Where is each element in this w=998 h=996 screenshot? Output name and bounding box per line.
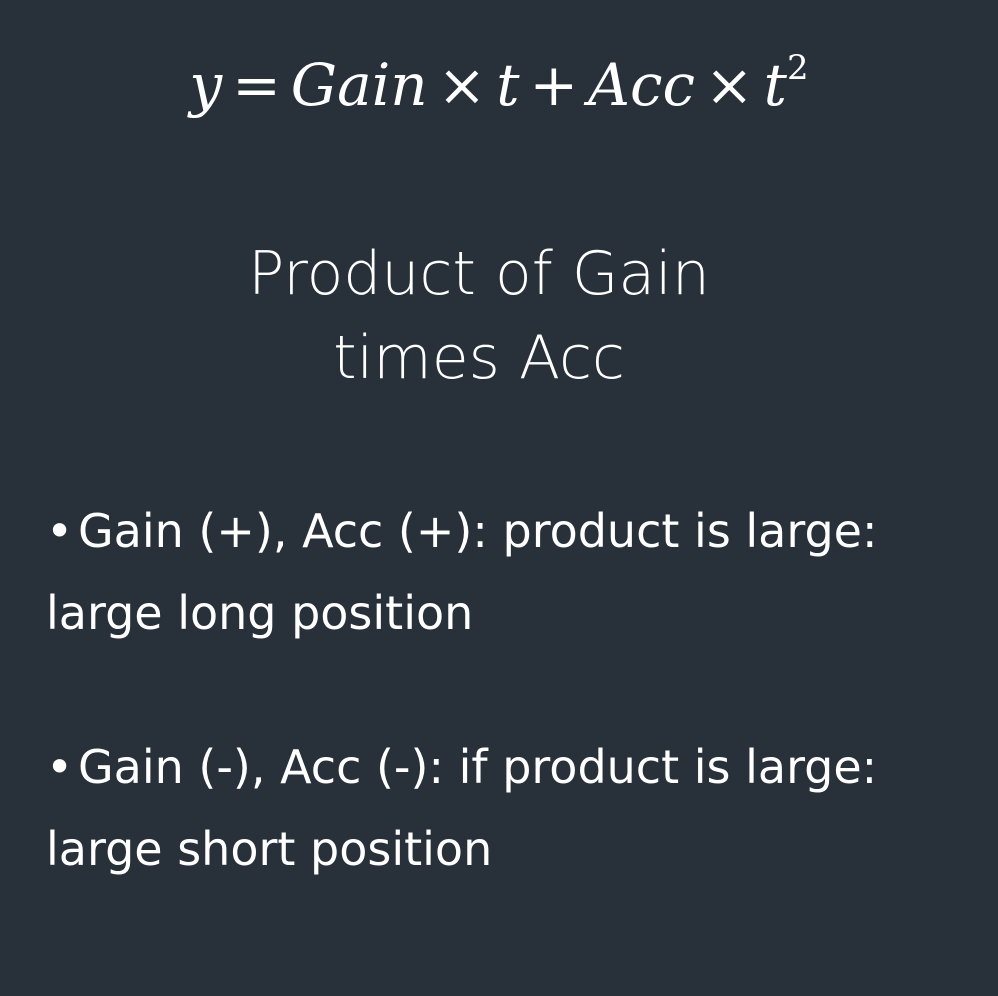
bullet-text: Gain (+), Acc (+): product is large:	[78, 504, 878, 558]
formula-gain: Gain	[290, 51, 428, 119]
bullet-line	[46, 726, 976, 808]
bullet-line	[46, 490, 976, 572]
subtitle-line-1: Product of Gain	[248, 239, 710, 309]
formula-t-1: t	[496, 51, 520, 119]
subtitle-line-2: times Acc	[333, 323, 625, 393]
bullet-continuation: large long position	[46, 586, 474, 640]
formula-plus: +	[529, 51, 579, 119]
formula-equals: =	[232, 51, 281, 119]
bullet-marker: •	[46, 504, 74, 558]
bullet-item	[46, 726, 976, 890]
formula-times-1: ×	[437, 51, 487, 119]
formula-exponent: 2	[786, 48, 809, 88]
bullet-marker: •	[46, 740, 74, 794]
formula-acc: Acc	[588, 51, 696, 119]
subtitle	[0, 232, 958, 400]
formula	[0, 40, 998, 130]
bullet-continuation: large short position	[46, 822, 493, 876]
formula-t-2: t	[763, 51, 787, 119]
bullet-item	[46, 490, 976, 654]
bullet-list	[46, 490, 976, 890]
formula-times-2: ×	[705, 51, 754, 119]
formula-y: y	[189, 51, 223, 119]
bullet-text: Gain (-), Acc (-): if product is large:	[78, 740, 878, 794]
